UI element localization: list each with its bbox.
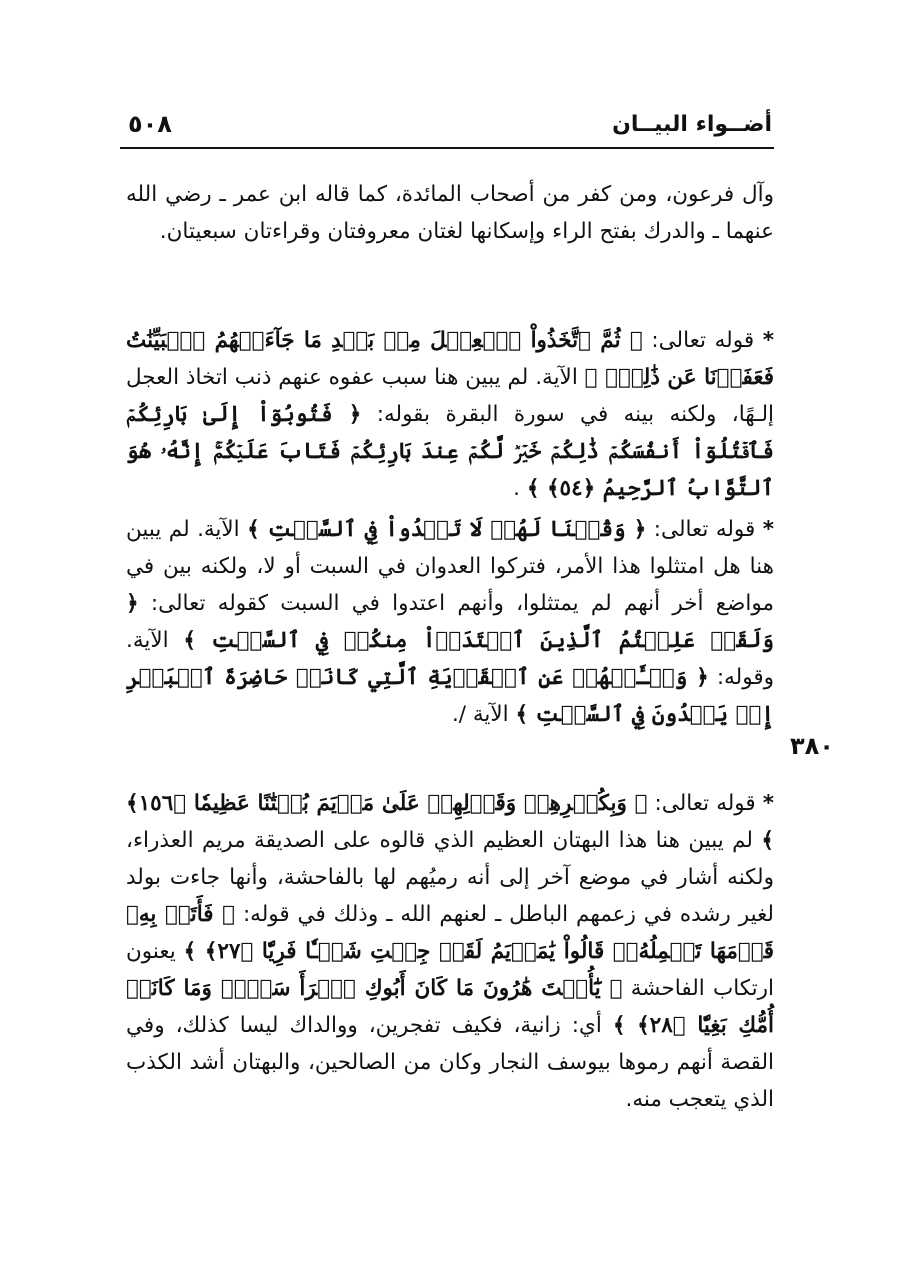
paragraph-text: الآية. لم يبين هنا سبب عفوه عنهم ذنب اتخاذ العجل إلـهًا، ولكنه بينه في سورة البقرة بقوله: xyxy=(126,365,774,427)
paragraph-text: الآية. وقوله: xyxy=(126,628,774,690)
quran-verse: ﴿ وَلَقَدۡ عَلِمۡتُمُ ٱلَّذِينَ ٱعۡتَدَوۡاْ مِنكُمۡ فِي ٱلسَّبۡتِ ﴾ xyxy=(126,591,774,653)
quran-verse: ﴿ وَسۡـَٔلۡهُمۡ عَنِ ٱلۡقَرۡيَةِ ٱلَّتِي كَانَتۡ حَاضِرَةَ ٱلۡبَحۡرِ إِذۡ يَعۡدُونَ فِي ٱلسَّبۡتِ ﴾ xyxy=(126,665,774,727)
quran-verse: ﴿ فَتُوبُوٓاْ إِلَىٰ بَارِئِكُمۡ فَٱقۡتُلُوٓاْ أَنفُسَكُمۡ ذَٰلِكُمۡ خَيۡرٞ لَّكُمۡ عِندَ بَارِئِكُمۡ فَتَابَ عَلَيۡكُمۡۚ إِنَّهُۥ هُوَ ٱلتَّوَّابُ ٱلرَّحِيمُ ﴿٥٤﴾ ﴾ xyxy=(126,402,774,501)
paragraph-4 xyxy=(126,785,774,1118)
paragraph-1 xyxy=(126,176,774,250)
paragraph-tail: . xyxy=(513,476,521,501)
paragraph-marker: * xyxy=(762,791,774,816)
quran-verse: ﴿ فَأَتَتۡ بِهِۦ قَوۡمَهَا تَحۡمِلُهُۥۖ قَالُواْ يَٰمَرۡيَمُ لَقَدۡ جِئۡتِ شَيۡـٔٗا فَرِيّٗا ﴿٢٧﴾ ﴾ xyxy=(126,902,774,964)
paragraph-intro: قوله تعالى: xyxy=(653,517,756,542)
paragraph-text: الآية. لم يبين هنا هل امتثلوا هذا الأمر، فتركوا العدوان في السبت أو لا، ولكنه بين في مواضع أخر أنهم لم يمتثلوا، وأنهم اعتدوا في السبت كقوله تعالى: xyxy=(126,517,774,616)
paragraph-intro: قوله تعالى: xyxy=(651,328,755,353)
paragraph-text: وآل فرعون، ومن كفر من أصحاب المائدة، كما قاله ابن عمر ـ رضي الله عنهما ـ والدرك بفتح الراء وإسكانها لغتان معروفتان وقراءتان سبعيتان. xyxy=(126,182,774,244)
paragraph-2 xyxy=(126,322,774,507)
quran-verse: ﴿ يَٰٓأُخۡتَ هَٰرُونَ مَا كَانَ أَبُوكِ ٱمۡرَأَ سَوۡءٖ وَمَا كَانَتۡ أُمُّكِ بَغِيّٗا ﴿٢٨﴾ ﴾ xyxy=(126,976,774,1038)
margin-page-reference: ٣٨٠ xyxy=(790,732,834,760)
paragraph-marker: * xyxy=(762,517,775,542)
book-title: أضــواء البيــان xyxy=(612,112,772,137)
quran-verse: ﴿ ثُمَّ ٱتَّخَذُواْ ٱلۡعِجۡلَ مِنۢ بَعۡدِ مَا جَآءَتۡهُمُ ٱلۡبَيِّنَٰتُ فَعَفَوۡنَا عَن ذَٰلِكَۚ ﴾ xyxy=(126,328,774,390)
header-divider xyxy=(120,147,774,149)
paragraph-text: لم يبين هنا هذا البهتان العظيم الذي قالوه على الصديقة مريم العذراء، ولكنه أشار في موضع آخر إلى أنه رميُهم لها بالفاحشة، وأنها جاءت بولد لغير رشده في زعمهم الباطل ـ لعنهم الله ـ وذلك في قوله: xyxy=(126,828,774,927)
page-number: ٥٠٨ xyxy=(128,110,172,138)
quran-verse: ﴿ وَبِكُفۡرِهِمۡ وَقَوۡلِهِمۡ عَلَىٰ مَرۡيَمَ بُهۡتَٰنًا عَظِيمٗا ﴿١٥٦﴾ ﴾ xyxy=(126,791,774,853)
paragraph-tail: أي: زانية، فكيف تفجرين، ووالداك ليسا كذلك، وفي القصة أنهم رموها بيوسف النجار وكان من الصالحين، والبهتان أشد الكذب الذي يتعجب منه. xyxy=(126,1013,774,1112)
paragraph-3 xyxy=(126,511,774,733)
paragraph-marker: * xyxy=(762,328,774,353)
quran-verse: ﴿ وَقُلۡنَا لَهُمۡ لَا تَعۡدُواْ فِي ٱلسَّبۡتِ ﴾ xyxy=(247,517,647,542)
paragraph-text: يعنون ارتكاب الفاحشة xyxy=(126,939,774,1001)
paragraph-intro: قوله تعالى: xyxy=(654,791,756,816)
paragraph-tail: الآية /. xyxy=(451,702,509,727)
